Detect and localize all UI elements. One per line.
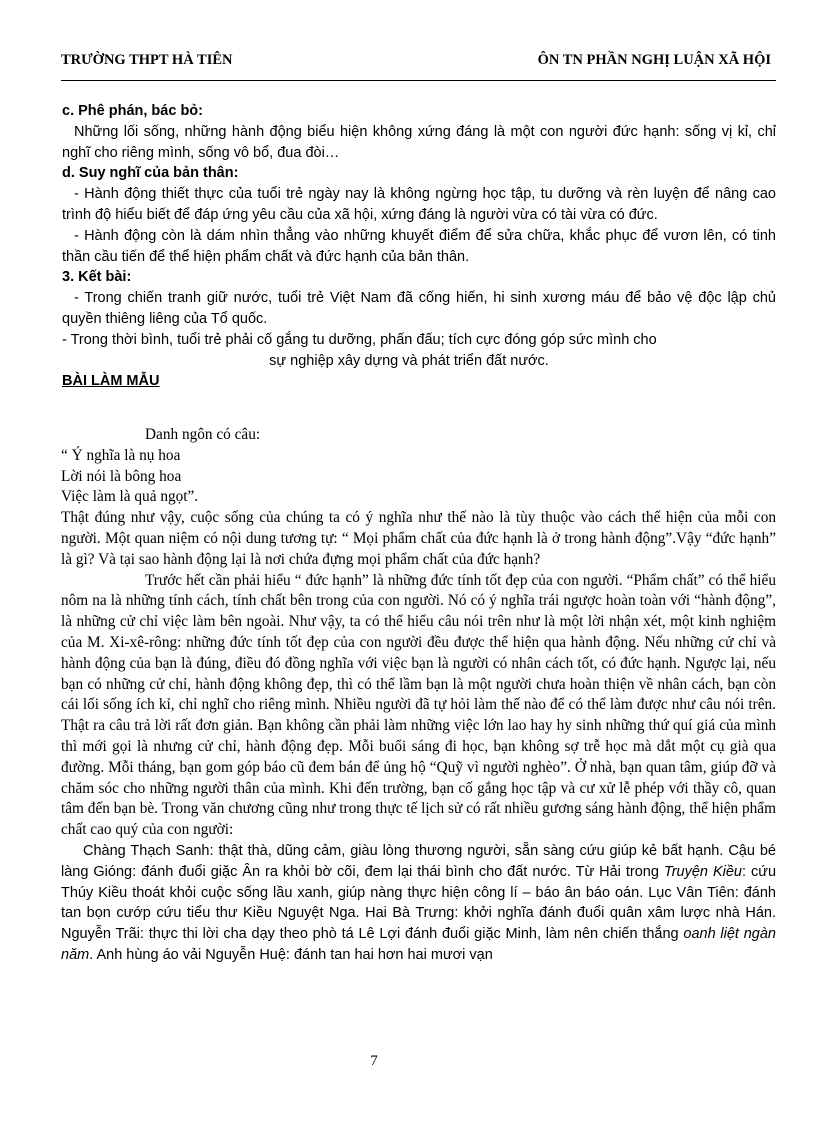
page-header bbox=[61, 52, 771, 74]
heading-conclusion: 3. Kết bài: bbox=[62, 269, 132, 286]
item-conclusion-2-line1: - Trong thời bình, tuổi trẻ phải cố gắng tu dưỡng, phấn đấu; tích cực đóng góp sức mình cho bbox=[62, 331, 657, 348]
item-conclusion-1: - Trong chiến tranh giữ nước, tuổi trẻ Việt Nam đã cống hiến, hi sinh xương máu để bảo vệ độc lập chủ quyền thiêng liêng của Tổ quốc. bbox=[62, 290, 776, 327]
item-conclusion-2 bbox=[62, 330, 776, 372]
text-c: Những lối sống, những hành động biểu hiện không xứng đáng là một con người đức hạnh: sống vị kỉ, chỉ nghĩ cho riêng mình, sống vô bổ, đua đòi… bbox=[62, 123, 776, 161]
essay-paragraph-3 bbox=[61, 841, 776, 966]
sample-essay-heading: BÀI LÀM MẪU bbox=[62, 373, 160, 390]
sample-essay bbox=[61, 425, 776, 966]
essay-paragraph-1: Thật đúng như vậy, cuộc sống của chúng ta có ý nghĩa như thế nào là tùy thuộc vào cách thể hiện của mỗi con người. Một quan niệm có nội dung tương tự: “ Mọi phẩm chất của đức hạnh là ở trong hành động”.Vậy “đức hạnh” là gì? Và tại sao hành động lại là nơi chứa đựng mọi phẩm chất của đức hạnh? bbox=[61, 509, 776, 568]
essay-intro: Danh ngôn có câu: bbox=[145, 426, 261, 443]
essay-paragraph-3-part-c: . Anh hùng áo vải Nguyễn Huệ: đánh tan hai hơn hai mươi vạn bbox=[89, 946, 493, 963]
quote-line-1: “ Ý nghĩa là nụ hoa bbox=[61, 446, 181, 464]
heading-c: c. Phê phán, bác bỏ: bbox=[62, 103, 203, 119]
school-name: TRƯỜNG THPT HÀ TIÊN bbox=[61, 52, 233, 68]
header-rule bbox=[61, 80, 776, 81]
title-truyen-kieu: Truyện Kiều bbox=[663, 863, 742, 880]
essay-paragraph-2: Trước hết cần phải hiểu “ đức hạnh” là những đức tính tốt đẹp của con người. “Phẩm chất” có thể hiểu nôm na là những tính cách, tính chất bên trong của con người. Nó có ý nghĩa trái ngược hoàn toàn với “hành động”, là những cử chỉ việc làm bên ngoài. Như vậy, ta có thể hiểu câu nói trên như là một lời nhận xét, một kinh nghiệm của M. Xi-xê-rông: những đức tính tốt đẹp của con người đều được thể hiện qua hành động. Nếu những cử chỉ và hành động của bạn là đúng, điều đó đồng nghĩa với việc bạn là người có nhân cách tốt, có đức hạnh. Ngược lại, nếu bạn có những cử chỉ, hành động không đẹp, thì có thể lầm bạn là một người chưa hoàn thiện về nhân cách, bạn còn cái lối sống ích kỉ, chỉ nghĩ cho riêng mình. Nhiều người đã tự hỏi làm thế nào để có thể làm được như câu nói trên. Thật ra câu trả lời rất đơn giản. Bạn không cần phải làm những việc lớn lao hay hy sinh những thứ quí giá của mình thì mới gọi là nhưng cử chỉ, hành động đẹp. Mỗi buổi sáng đi học, bạn không sợ trễ học mà dắt một cụ già qua đường. Mỗi tháng, bạn gom góp báo cũ đem bán để ủng hộ “Quỹ vì người nghèo”. Ở nhà, bạn quan tâm, giúp đỡ và chăm sóc cho những người thân của mình. Khi đến trường, bạn cố gắng học tập và cư xử lễ phép với thầy cô, quan tâm đến bạn bè. Trong văn chương cũng như trong thực tế lịch sử có rất nhiều gương sáng hành động, thể hiện phẩm chất cao quý của con người: bbox=[61, 571, 776, 839]
item-conclusion-2-line2: sự nghiệp xây dựng và phát triển đất nước. bbox=[269, 352, 549, 369]
quote-line-3: Việc làm là quả ngọt”. bbox=[61, 488, 199, 506]
document-subject: ÔN TN PHẦN NGHỊ LUẬN XÃ HỘI bbox=[537, 52, 771, 68]
heading-d: d. Suy nghĩ của bản thân: bbox=[62, 165, 239, 182]
quote-line-2: Lời nói là bông hoa bbox=[61, 467, 182, 485]
essay-paragraph-3-part-b: : cứu Thúy Kiều thoát khỏi cuộc sống lầu xanh, giúp nàng thực hiện công lí – báo ân báo oán. Lục Vân Tiên: đánh tan bọn cướp cứu tiểu thư Kiều Nguyệt Nga. Hai Bà Trưng: khởi nghĩa đánh đuổi quân xâm lược nhà Hán. Nguyễn Trãi: thực thi lời cha dạy theo phò tá Lê Lợi đánh đuổi giặc Minh, làm nên chiến thắng bbox=[61, 863, 777, 943]
italic-phrase: oanh liệt ngàn năm bbox=[61, 926, 776, 963]
essay-paragraph-3-part-a: Chàng Thạch Sanh: thật thà, dũng cảm, giàu lòng thương người, sẵn sàng cứu giúp kẻ bất hạnh. Cậu bé làng Gióng: đánh đuổi giặc Ân ra khỏi bờ cõi, đem lại thái bình cho đất nước. Từ Hải trong bbox=[61, 842, 776, 880]
item-d-1: - Hành động thiết thực của tuổi trẻ ngày nay là không ngừng học tập, tu dưỡng và rèn luyện để nâng cao trình độ hiểu biết để đáp ứng yêu cầu của xã hội, xứng đáng là người vừa có tài vừa có đức. bbox=[62, 186, 776, 223]
page-number: 7 bbox=[370, 1053, 378, 1069]
outline-section bbox=[62, 101, 776, 392]
item-d-2: - Hành động còn là dám nhìn thẳng vào những khuyết điểm để sửa chữa, khắc phục để vươn lên, có tinh thần cầu tiến để thể hiện phẩm chất và đức hạnh của bản thân. bbox=[62, 227, 776, 265]
